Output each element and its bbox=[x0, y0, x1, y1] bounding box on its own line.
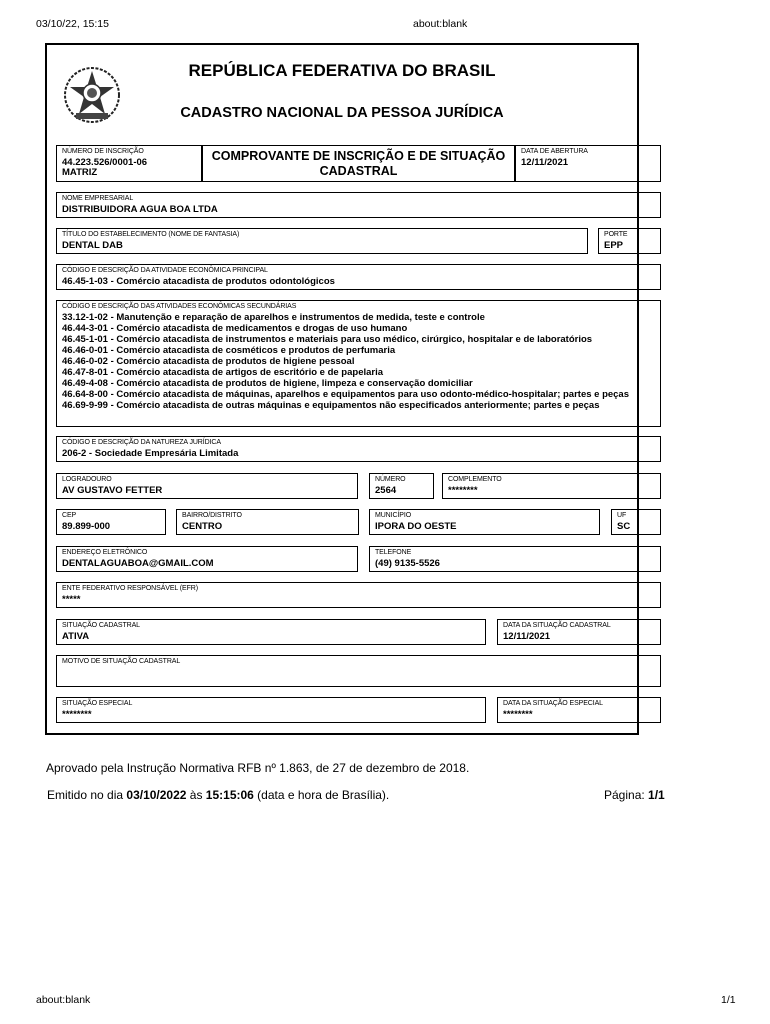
registry-title: CADASTRO NACIONAL DA PESSOA JURÍDICA bbox=[180, 105, 504, 121]
phone-label: TELEFONE bbox=[375, 549, 412, 556]
issued-date: 03/10/2022 bbox=[126, 788, 187, 802]
opening-date-value: 12/11/2021 bbox=[521, 157, 569, 168]
efr-label: ENTE FEDERATIVO RESPONSÁVEL (EFR) bbox=[62, 585, 198, 592]
company-name-box bbox=[56, 192, 661, 218]
company-size-box bbox=[598, 228, 661, 254]
district-box bbox=[176, 509, 359, 535]
special-status-date-box bbox=[497, 697, 661, 723]
secondary-activities-box bbox=[56, 300, 661, 427]
status-date-box bbox=[497, 619, 661, 645]
phone-box bbox=[369, 546, 661, 572]
print-footer-url: about:blank bbox=[36, 994, 91, 1006]
special-status-date-value: ******** bbox=[503, 709, 533, 720]
list-item: 46.47-8-01 - Comércio atacadista de artigos de escritório e de papelaria bbox=[62, 367, 384, 378]
special-status-date-label: DATA DA SITUAÇÃO ESPECIAL bbox=[503, 700, 603, 707]
trade-name-label: TÍTULO DO ESTABELECIMENTO (NOME DE FANTASIA) bbox=[62, 231, 240, 238]
main-activity-box bbox=[56, 264, 661, 290]
country-title: REPÚBLICA FEDERATIVA DO BRASIL bbox=[188, 61, 496, 80]
list-item: 46.69-9-99 - Comércio atacadista de outras máquinas e equipamentos não especificados anteriormente; partes e peças bbox=[62, 400, 600, 411]
opening-date-box bbox=[515, 145, 661, 182]
status-date-label: DATA DA SITUAÇÃO CADASTRAL bbox=[503, 622, 611, 629]
list-item: 46.45-1-01 - Comércio atacadista de instrumentos e materiais para uso médico, cirúrgico, hospitalar e de laboratórios bbox=[62, 334, 593, 345]
issued-prefix: Emitido no dia bbox=[47, 788, 127, 802]
status-reason-label: MOTIVO DE SITUAÇÃO CADASTRAL bbox=[62, 658, 181, 665]
address-number-label: NÚMERO bbox=[375, 476, 406, 483]
status-box bbox=[56, 619, 486, 645]
main-activity-label: CÓDIGO E DESCRIÇÃO DA ATIVIDADE ECONÔMICA PRINCIPAL bbox=[62, 267, 268, 274]
company-size-value: EPP bbox=[604, 240, 624, 251]
state-box bbox=[611, 509, 661, 535]
list-item: 46.49-4-08 - Comércio atacadista de produtos de higiene, limpeza e conservação domiciliar bbox=[62, 378, 473, 389]
cep-value: 89.899-000 bbox=[62, 521, 111, 532]
address-number-box bbox=[369, 473, 434, 499]
issued-mid: às bbox=[186, 788, 206, 802]
cep-label: CEP bbox=[62, 512, 77, 519]
page-number bbox=[604, 788, 665, 802]
company-size-label: PORTE bbox=[604, 231, 628, 238]
complement-label: COMPLEMENTO bbox=[448, 476, 502, 483]
list-item: 46.46-0-02 - Comércio atacadista de produtos de higiene pessoal bbox=[62, 356, 355, 367]
legal-nature-value: 206-2 - Sociedade Empresária Limitada bbox=[62, 448, 239, 459]
cep-box bbox=[56, 509, 166, 535]
print-header-url: about:blank bbox=[413, 18, 468, 30]
efr-value: ***** bbox=[62, 594, 81, 605]
list-item: 46.64-8-00 - Comércio atacadista de máquinas, aparelhos e equipamentos para uso odonto-médico-hospitalar; partes e peças bbox=[62, 389, 630, 400]
cnpj-certificate bbox=[45, 43, 639, 735]
proof-title-line1: COMPROVANTE DE INSCRIÇÃO E DE SITUAÇÃO bbox=[211, 149, 506, 163]
registration-number-box bbox=[56, 145, 202, 182]
company-name-label: NOME EMPRESARIAL bbox=[62, 195, 134, 202]
email-label: ENDEREÇO ELETRÔNICO bbox=[62, 549, 148, 556]
registration-number-label: NÚMERO DE INSCRIÇÃO bbox=[62, 148, 144, 155]
complement-value: ******** bbox=[448, 485, 478, 496]
proof-title bbox=[203, 149, 514, 179]
trade-name-box bbox=[56, 228, 588, 254]
state-value: SC bbox=[617, 521, 631, 532]
phone-value: (49) 9135-5526 bbox=[375, 558, 440, 569]
special-status-label: SITUAÇÃO ESPECIAL bbox=[62, 700, 133, 707]
street-value: AV GUSTAVO FETTER bbox=[62, 485, 163, 496]
issued-note bbox=[47, 788, 389, 802]
opening-date-label: DATA DE ABERTURA bbox=[521, 148, 588, 155]
status-value: ATIVA bbox=[62, 631, 90, 642]
state-label: UF bbox=[617, 512, 627, 519]
list-item: 46.44-3-01 - Comércio atacadista de medicamentos e drogas de uso humano bbox=[62, 323, 408, 334]
page-label: Página: bbox=[604, 788, 649, 802]
status-date-value: 12/11/2021 bbox=[503, 631, 551, 642]
status-reason-box bbox=[56, 655, 661, 687]
main-activity-value: 46.45-1-03 - Comércio atacadista de produtos odontológicos bbox=[62, 276, 335, 287]
city-value: IPORA DO OESTE bbox=[375, 521, 457, 532]
status-label: SITUAÇÃO CADASTRAL bbox=[62, 622, 140, 629]
print-header-datetime: 03/10/22, 15:15 bbox=[36, 18, 109, 30]
city-label: MUNICÍPIO bbox=[375, 512, 412, 519]
secondary-activities-label: CÓDIGO E DESCRIÇÃO DAS ATIVIDADES ECONÔMICAS SECUNDÁRIAS bbox=[62, 303, 297, 310]
secondary-activities-list bbox=[62, 312, 654, 411]
registration-number-value: 44.223.526/0001-06 bbox=[62, 157, 148, 168]
legal-nature-label: CÓDIGO E DESCRIÇÃO DA NATUREZA JURÍDICA bbox=[62, 439, 221, 446]
issued-time: 15:15:06 bbox=[205, 788, 254, 802]
city-box bbox=[369, 509, 600, 535]
street-box bbox=[56, 473, 358, 499]
district-label: BAIRRO/DISTRITO bbox=[182, 512, 242, 519]
proof-title-box bbox=[202, 145, 515, 182]
list-item: 46.46-0-01 - Comércio atacadista de cosméticos e produtos de perfumaria bbox=[62, 345, 396, 356]
special-status-box bbox=[56, 697, 486, 723]
approval-note: Aprovado pela Instrução Normativa RFB nº 1.863, de 27 de dezembro de 2018. bbox=[46, 761, 470, 775]
list-item: 33.12-1-02 - Manutenção e reparação de aparelhos e instrumentos de medida, teste e controle bbox=[62, 312, 485, 323]
proof-title-line2: CADASTRAL bbox=[319, 164, 398, 178]
page-value: 1/1 bbox=[648, 788, 665, 802]
email-value: DENTALAGUABOA@GMAIL.COM bbox=[62, 558, 214, 569]
email-box bbox=[56, 546, 358, 572]
efr-box bbox=[56, 582, 661, 608]
complement-box bbox=[442, 473, 661, 499]
street-label: LOGRADOURO bbox=[62, 476, 112, 483]
legal-nature-box bbox=[56, 436, 661, 462]
issued-suffix: (data e hora de Brasília). bbox=[253, 788, 390, 802]
special-status-value: ******** bbox=[62, 709, 92, 720]
address-number-value: 2564 bbox=[375, 485, 397, 496]
company-name-value: DISTRIBUIDORA AGUA BOA LTDA bbox=[62, 204, 218, 215]
registration-type-value: MATRIZ bbox=[62, 167, 98, 178]
district-value: CENTRO bbox=[182, 521, 223, 532]
print-footer-page: 1/1 bbox=[721, 994, 736, 1006]
trade-name-value: DENTAL DAB bbox=[62, 240, 123, 251]
